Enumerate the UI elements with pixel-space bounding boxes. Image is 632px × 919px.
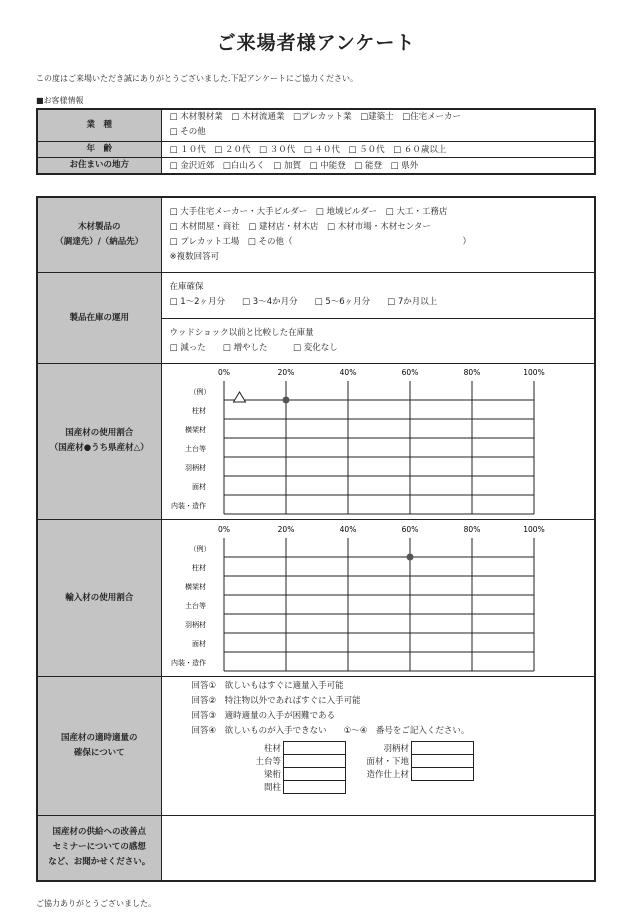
fill-box-hariketa[interactable]	[284, 767, 346, 780]
industry-options-line-1: □ 木材製材業 □ 木材流通業 □プレカット業 □建築士 □住宅メーカー	[169, 112, 461, 123]
import-tick-label: 40%	[339, 524, 356, 534]
supply-label-line-2: 確保について	[73, 747, 125, 758]
survey-table	[36, 196, 596, 882]
fill-grid-right	[348, 741, 475, 781]
fill-label-dodai: 土台等	[255, 756, 281, 767]
domestic-tick-label: 20%	[277, 368, 294, 377]
improvement-label	[37, 815, 161, 881]
fill-label-mabashira: 間柱	[263, 782, 281, 793]
customer-info-table	[36, 108, 596, 175]
region-label: お住まいの地方	[37, 157, 161, 174]
supply-cell[interactable]	[161, 676, 595, 815]
import-tick-label: 80%	[463, 524, 480, 534]
industry-options[interactable]	[161, 109, 595, 141]
domestic-tick-label: 40%	[339, 368, 356, 377]
fill-label-menzai: 面材・下地	[366, 756, 409, 767]
fill-box-dodai[interactable]	[284, 754, 346, 767]
import-grid-svg	[162, 522, 626, 674]
import-row-label: 内装・造作	[170, 658, 206, 667]
answer-2: 回答② 特注物以外であればすぐに入手可能	[191, 695, 361, 706]
answer-4: 回答④ 欲しいものが入手できない ①～④ 番号をご記入ください。	[191, 725, 470, 736]
supply-label-line-1: 国産材の適時適量の	[60, 732, 138, 743]
destination-line-1: □ 大手住宅メーカー・大手ビルダー □ 地域ビルダー □ 大工・工務店	[169, 206, 448, 217]
destination-line-3: □ プレカット工場 □ その他（ ）	[169, 236, 472, 247]
fill-box-menzai[interactable]	[412, 754, 474, 767]
domestic-tick-label: 100%	[522, 368, 545, 377]
stock-q2-text: ウッドショック以前と比較した在庫量	[169, 327, 314, 338]
destination-note: ※複数回答可	[169, 251, 220, 262]
improvement-label-line-1: 国産材の供給への改善点	[52, 827, 146, 838]
destination-line-2: □ 木材問屋・商社 □ 建材店・材木店 □ 木材市場・木材センター	[169, 221, 431, 232]
fill-box-hashira[interactable]	[284, 741, 346, 754]
stock-q2-options: □ 減った □ 増やした □ 変化なし	[169, 342, 338, 353]
region-options[interactable]: □ 金沢近郊 □白山ろく □ 加賀 □ 中能登 □ 能登 □ 県外	[161, 157, 595, 174]
stock-q1-options: □ 1～2ヶ月分 □ 3～4か月分 □ 5～6ヶ月分 □ 7か月以上	[169, 297, 438, 307]
fill-label-hariketa: 梁桁	[263, 769, 281, 780]
intro-text: この度はご来場いただき誠にありがとうございました.下記アンケートにご協力ください。	[36, 74, 359, 83]
domestic-ratio-label-line-1: 国産材の使用割合	[65, 428, 134, 438]
domestic-tick-label: 0%	[217, 368, 230, 377]
domestic-row-label: 土台等	[184, 445, 206, 453]
domestic-grid-svg	[162, 365, 626, 517]
fill-grid-left	[232, 741, 347, 794]
improvement-input-area[interactable]	[161, 815, 595, 881]
answer-1: 回答① 欲しいもはすぐに適量入手可能	[191, 680, 344, 691]
age-label: 年 齢	[37, 141, 161, 157]
section-label-customer-info: ■お客様情報	[36, 96, 84, 105]
answer-3: 回答③ 適時適量の入手が困難である	[191, 710, 336, 721]
fill-box-hagara[interactable]	[412, 741, 474, 754]
destination-options[interactable]	[161, 197, 595, 272]
footer-thanks: ご協力ありがとうございました。	[36, 899, 156, 908]
fill-label-hagara: 羽柄材	[383, 743, 409, 754]
domestic-row-label: （例）	[189, 388, 210, 396]
import-ratio-grid[interactable]	[162, 522, 626, 674]
fill-box-mabashira[interactable]	[284, 780, 346, 793]
import-row-label: 羽柄材	[184, 620, 206, 629]
domestic-ratio-cell[interactable]	[161, 363, 595, 519]
fill-label-zousaku: 造作仕上材	[366, 769, 409, 780]
import-row-label: 柱材	[191, 563, 206, 572]
domestic-row-label: 内装・造作	[170, 502, 206, 510]
import-example-dot	[406, 553, 413, 560]
destination-label-line-2: （調達先）/（納品先）	[55, 236, 144, 247]
domestic-row-label: 横架材	[184, 426, 206, 434]
import-tick-label: 0%	[217, 524, 230, 534]
fill-box-zousaku[interactable]	[412, 767, 474, 780]
import-row-label: 面材	[191, 639, 206, 648]
import-row-label: 土台等	[184, 601, 206, 610]
domestic-ratio-grid[interactable]	[162, 365, 626, 517]
domestic-ratio-label-line-2: （国産材●うち県産材△）	[49, 443, 149, 453]
stock-q1-text: 在庫確保	[169, 282, 204, 292]
domestic-ratio-label	[37, 363, 161, 519]
domestic-tick-label: 80%	[463, 368, 480, 377]
stock-q1[interactable]	[161, 272, 595, 318]
domestic-example-dot	[282, 397, 289, 404]
destination-label-line-1: 木材製品の	[77, 221, 121, 232]
stock-label: 製品在庫の運用	[37, 272, 161, 363]
industry-options-line-2: □ その他	[169, 127, 206, 138]
domestic-row-label: 面材	[191, 483, 206, 491]
industry-label: 業 種	[37, 109, 161, 141]
age-options[interactable]: □ １０代 □ ２０代 □ ３０代 □ ４０代 □ ５０代 □ ６０歳以上	[161, 141, 595, 157]
improvement-label-line-3: など、お聞かせください。	[48, 857, 151, 868]
import-tick-label: 100%	[522, 524, 545, 534]
domestic-row-label: 羽柄材	[184, 464, 206, 472]
stock-q2[interactable]	[161, 318, 595, 363]
domestic-row-label: 柱材	[191, 407, 206, 415]
import-row-label: （例）	[189, 544, 210, 553]
domestic-example-triangle	[233, 392, 245, 402]
improvement-label-line-2: セミナーについての感想	[52, 842, 146, 853]
import-tick-label: 20%	[277, 524, 294, 534]
import-tick-label: 60%	[401, 524, 418, 534]
supply-label	[37, 676, 161, 815]
page-title: ご来場者様アンケート	[216, 32, 416, 54]
import-ratio-label: 輸入材の使用割合	[37, 519, 161, 676]
fill-label-hashira: 柱材	[263, 743, 281, 754]
domestic-tick-label: 60%	[401, 368, 418, 377]
import-ratio-cell[interactable]	[161, 519, 595, 676]
import-row-label: 横架材	[184, 582, 206, 591]
destination-label	[37, 197, 161, 272]
